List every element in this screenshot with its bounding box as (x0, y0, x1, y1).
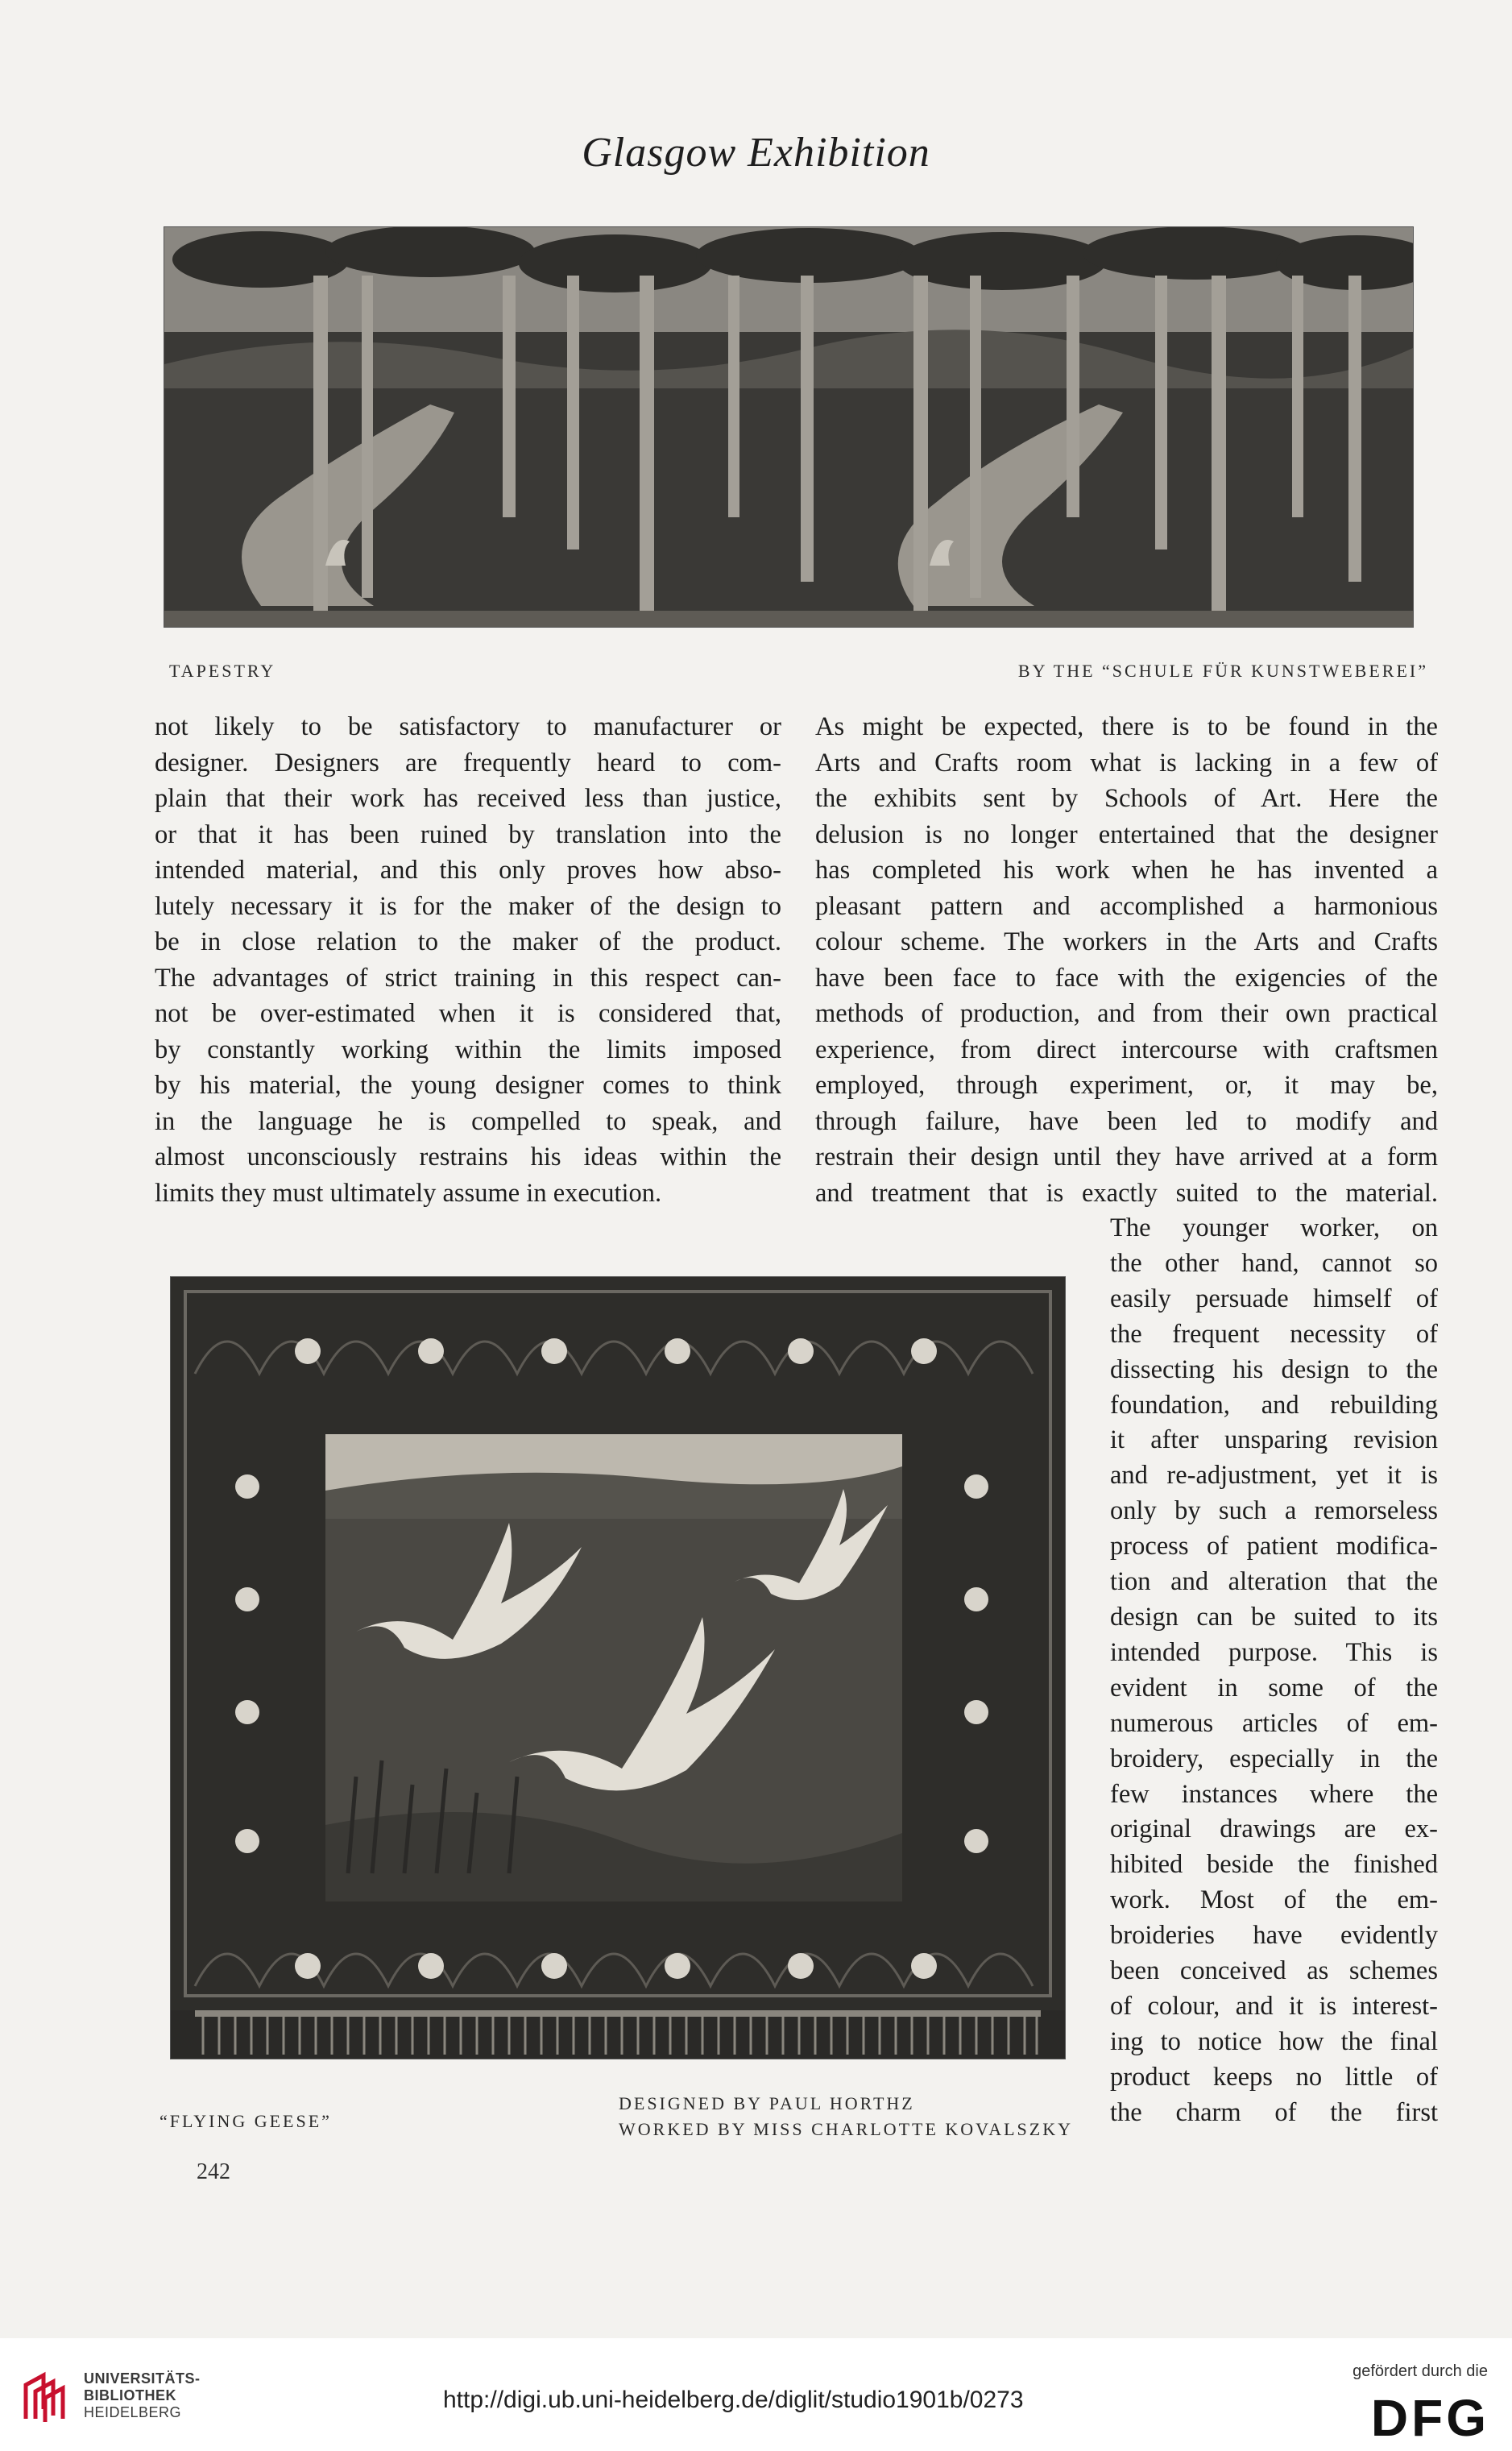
text-line: original drawings are ex- (1110, 1814, 1438, 1844)
text-line: process of patient modifica- (1110, 1532, 1438, 1561)
text-line: broideries have evidently (1110, 1921, 1438, 1951)
text-line: foundation, and rebuilding (1110, 1390, 1438, 1420)
text-line: numerous articles of em- (1110, 1708, 1438, 1738)
text-line: only by such a remorseless (1110, 1496, 1438, 1526)
text-line: methods of production, and from their own practical (815, 999, 1438, 1028)
text-line: tion and alteration that the (1110, 1567, 1438, 1597)
flying-geese-caption-designer: DESIGNED BY PAUL HORTHZ (619, 2093, 915, 2113)
text-line: easily persuade himself of (1110, 1284, 1438, 1313)
flying-geese-caption-title: “FLYING GEESE” (159, 2111, 332, 2131)
library-name-line: HEIDELBERG (84, 2404, 182, 2420)
text-line: few instances where the (1110, 1779, 1438, 1809)
tapestry-caption-title: TAPESTRY (169, 661, 276, 681)
text-line: ing to notice how the final (1110, 2026, 1438, 2056)
text-line: As might be expected, there is to be found in the (815, 712, 1438, 741)
text-line: evident in some of the (1110, 1673, 1438, 1702)
text-line: through failure, have been led to modify and (815, 1106, 1438, 1136)
text-line: broidery, especially in the (1110, 1744, 1438, 1773)
text-line: intended purpose. This is (1110, 1637, 1438, 1667)
text-line: The younger worker, on (1110, 1213, 1438, 1242)
funding-note: gefördert durch die (1353, 2362, 1488, 2380)
text-line: colour scheme. The workers in the Arts and Crafts (815, 927, 1438, 956)
text-line: hibited beside the finished (1110, 1850, 1438, 1880)
text-line: intended material, and this only proves how abso- (155, 856, 781, 885)
text-line: restrain their design until they have arrived at a form (815, 1143, 1438, 1172)
university-library-logo (19, 2369, 76, 2425)
digitization-footer (0, 2338, 1512, 2451)
narrow-text-column (1110, 1211, 1438, 2131)
text-line: the exhibits sent by Schools of Art. Here the (815, 784, 1438, 813)
library-name (84, 2370, 201, 2421)
text-line: by his material, the young designer comes to think (155, 1071, 781, 1100)
text-line: lutely necessary it is for the maker of the design to (155, 891, 781, 921)
left-text-column (155, 709, 781, 1211)
text-line: of colour, and it is interest- (1110, 1991, 1438, 2021)
text-line: has completed his work when he has invented a (815, 856, 1438, 885)
library-name-line: BIBLIOTHEK (84, 2387, 176, 2403)
text-line: the charm of the first (1110, 2097, 1438, 2127)
text-line: and treatment that is exactly suited to the material. (815, 1178, 1438, 1208)
tapestry-caption-maker: BY THE “SCHULE FÜR KUNSTWEBEREI” (1017, 661, 1428, 681)
text-line: employed, through experiment, or, it may be, (815, 1071, 1438, 1100)
text-line: been conceived as schemes (1110, 1956, 1438, 1986)
text-line: The advantages of strict training in this respect can- (155, 963, 781, 993)
permalink-url[interactable]: http://digi.ub.uni-heidelberg.de/diglit/studio1901b/0273 (443, 2387, 1024, 2413)
text-line: have been face to face with the exigencies of the (815, 963, 1438, 993)
tapestry-illustration (164, 227, 1413, 627)
text-line: be in close relation to the maker of the product. (155, 927, 781, 956)
text-line: designer. Designers are frequently heard to com- (155, 748, 781, 778)
text-line: or that it has been ruined by translation into the (155, 819, 781, 849)
flying-geese-illustration (171, 1277, 1065, 2059)
text-line: not be over-estimated when it is considered that, (155, 999, 781, 1028)
dfg-logo: DFG (1370, 2389, 1489, 2447)
text-line: Arts and Crafts room what is lacking in a few of (815, 748, 1438, 778)
library-name-line: UNIVERSITÄTS- (84, 2370, 201, 2387)
text-line: in the language he is compelled to speak, and (155, 1106, 781, 1136)
flying-geese-plate (171, 1277, 1065, 2059)
flying-geese-caption-worker: WORKED BY MISS CHARLOTTE KOVALSZKY (619, 2119, 1074, 2139)
right-text-column (815, 709, 1438, 1211)
text-line: by constantly working within the limits imposed (155, 1035, 781, 1064)
text-line: pleasant pattern and accomplished a harmonious (815, 891, 1438, 921)
text-line: design can be suited to its (1110, 1602, 1438, 1632)
text-line: delusion is no longer entertained that the designer (815, 819, 1438, 849)
tapestry-plate (164, 227, 1413, 627)
text-line: it after unsparing revision (1110, 1425, 1438, 1455)
text-line: experience, from direct intercourse with craftsmen (815, 1035, 1438, 1064)
text-line: work. Most of the em- (1110, 1885, 1438, 1915)
text-line: not likely to be satisfactory to manufacturer or (155, 712, 781, 741)
page-number: 242 (197, 2159, 230, 2184)
text-line: the frequent necessity of (1110, 1319, 1438, 1349)
text-line: product keeps no little of (1110, 2062, 1438, 2092)
text-line: limits they must ultimately assume in execution. (155, 1178, 662, 1208)
text-line: and re-adjustment, yet it is (1110, 1461, 1438, 1491)
text-line: almost unconsciously restrains his ideas within the (155, 1143, 781, 1172)
text-line: plain that their work has received less than justice, (155, 784, 781, 813)
running-head: Glasgow Exhibition (582, 130, 930, 176)
text-line: dissecting his design to the (1110, 1354, 1438, 1384)
text-line: the other hand, cannot so (1110, 1248, 1438, 1278)
